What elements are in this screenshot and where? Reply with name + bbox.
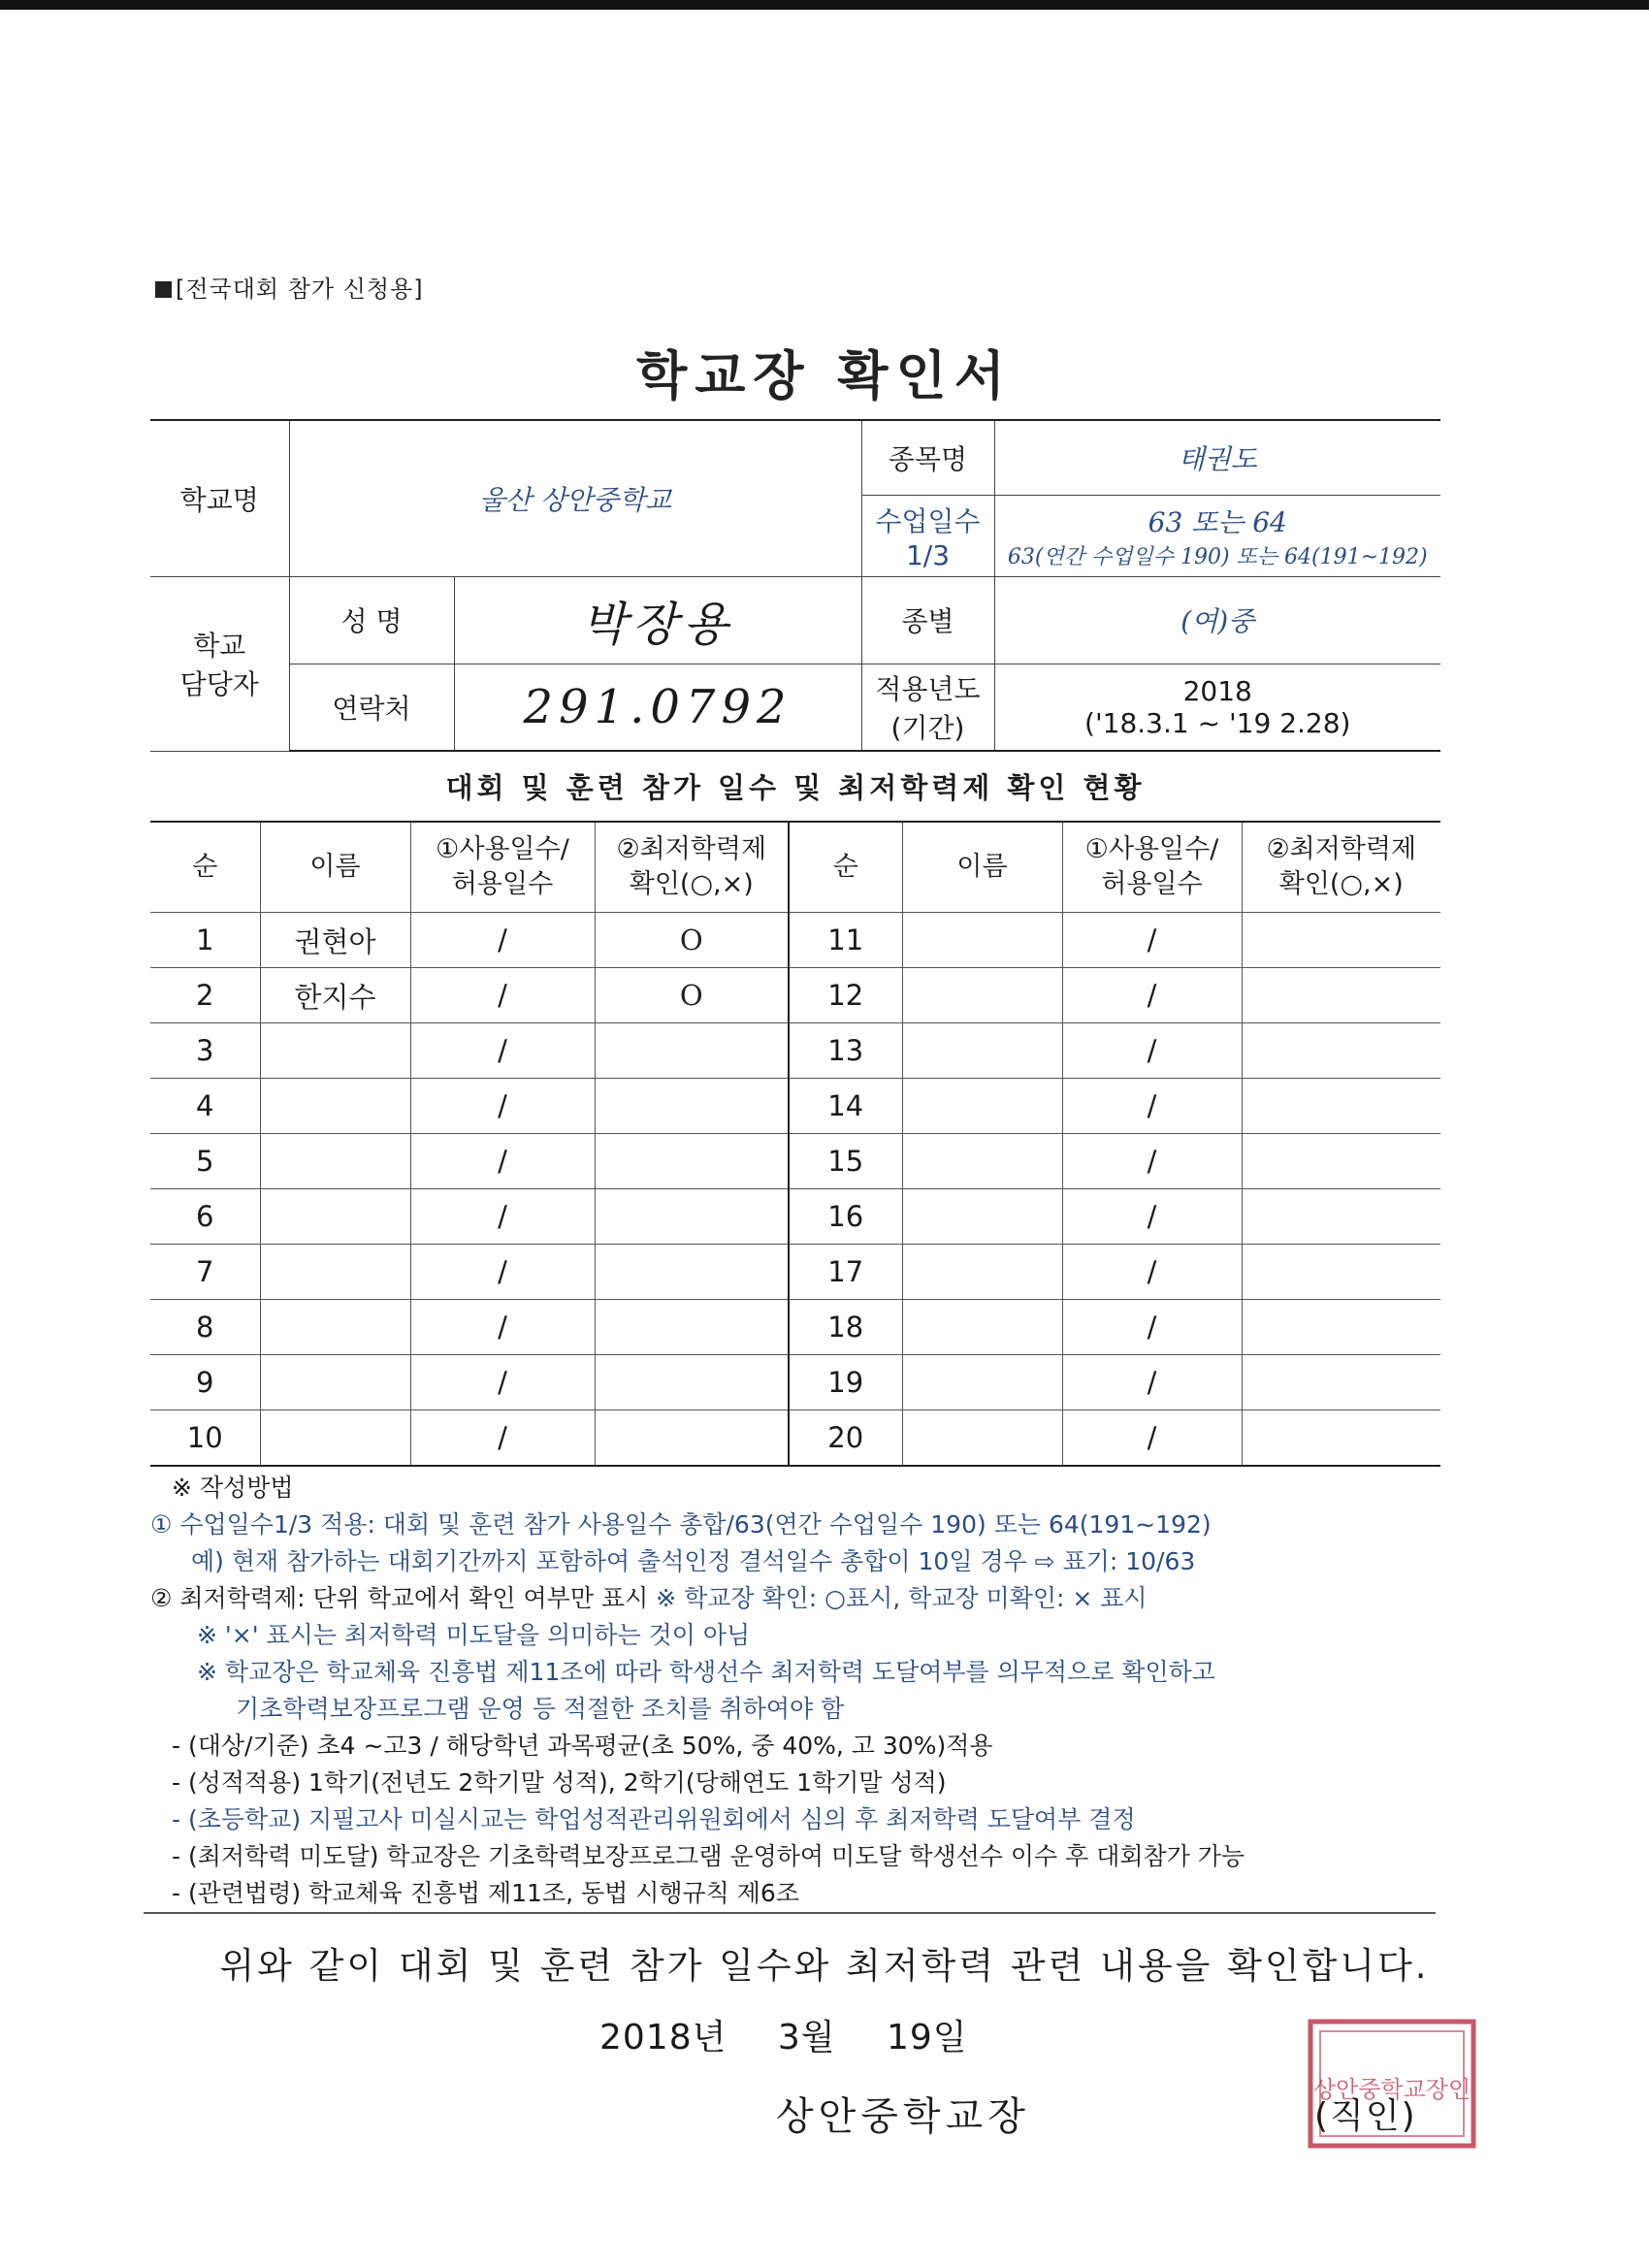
footer-divider (144, 1912, 1436, 1914)
col-no-left: 순 (150, 822, 260, 913)
type-label: 종별 (861, 576, 994, 664)
seal-label: (직인) (1314, 2096, 1417, 2136)
note-2: ② 최저학력제: 단위 학교에서 확인 여부만 표시 ※ 학교장 확인: ○표시, 학교장 미확인: × 표시 (150, 1584, 1148, 1612)
table-row: 8 / 18 / (150, 1300, 1440, 1355)
col-days-right: ①사용일수/ 허용일수 (1062, 822, 1242, 913)
year-label: 적용년도 (기간) (861, 664, 994, 751)
detail-1: - (대상/기준) 초4 ~고3 / 해당학년 과목평균(초 50%, 중 40%, 고 30%)적용 (172, 1732, 993, 1760)
col-no-right: 순 (789, 822, 902, 913)
detail-4: - (최저학력 미도달) 학교장은 기초학력보장프로그램 운영하여 미도달 학생선수 이수 후 대회참가 가능 (172, 1842, 1245, 1870)
col-name-left: 이름 (260, 822, 410, 913)
table-row: 5 / 15 / (150, 1134, 1440, 1189)
note-4b: 기초학력보장프로그램 운영 등 적절한 조치를 취하여야 함 (236, 1695, 845, 1723)
table-row: 1 권현아 / O 11 / (150, 913, 1440, 968)
event-value: 태권도 (994, 420, 1440, 495)
principal-name: 상안중학교장 (776, 2094, 1030, 2139)
table-row: 9 / 19 / (150, 1355, 1440, 1410)
table-header-row (150, 822, 1440, 913)
col-days-left: ①사용일수/ 허용일수 (410, 822, 595, 913)
col-check-left: ②최저학력제 확인(○,×) (595, 822, 789, 913)
type-value: (여)중 (994, 576, 1440, 664)
table-row: 6 / 16 / (150, 1189, 1440, 1245)
table-row: 2 한지수 / O 12 / (150, 968, 1440, 1023)
year-value: 2018 ('18.3.1 ~ '19 2.28) (994, 664, 1440, 751)
form-tag: [전국대회 참가 신청용] (155, 270, 424, 304)
contact-value: 291.0792 (454, 664, 861, 751)
manager-label: 학교 담당자 (150, 576, 289, 751)
confirmation-text: 위와 같이 대회 및 훈련 참가 일수와 최저학력 관련 내용을 확인합니다. (219, 1945, 1430, 1987)
col-check-right: ②최저학력제 확인(○,×) (1242, 822, 1440, 913)
note-1b: 예) 현재 참가하는 대회기간까지 포함하여 출석인정 결석일수 총합이 10일 경우 ⇨ 표기: 10/63 (191, 1547, 1196, 1575)
table-row: 10 / 20 / (150, 1410, 1440, 1467)
section-title: 대회 및 훈련 참가 일수 및 최저학력제 확인 현황 (445, 771, 1146, 804)
detail-3: - (초등학교) 지필고사 미실시교는 학업성적관리위원회에서 심의 후 최저학력 도달여부 결정 (172, 1805, 1136, 1833)
detail-2: - (성적적용) 1학기(전년도 2학기말 성적), 2학기(당해연도 1학기말 성적) (172, 1768, 947, 1797)
name-label: 성 명 (289, 576, 454, 664)
info-table (150, 419, 1440, 752)
square-bullet-icon (155, 281, 172, 298)
days-value: 63 또는 64 63(연간 수업일수 190) 또는 64(191~192) (994, 495, 1440, 576)
detail-5: - (관련법령) 학교체육 진흥법 제11조, 동법 시행규칙 제6조 (172, 1879, 799, 1907)
document-title: 학교장 확인서 (636, 345, 1013, 406)
name-value: 박장용 (454, 576, 861, 664)
notes-heading: ※ 작성방법 (172, 1474, 294, 1502)
note-4a: ※ 학교장은 학교체육 진흥법 제11조에 따라 학생선수 최저학력 도달여부를 의무적으로 확인하고 (197, 1658, 1215, 1686)
days-label: 수업일수 1/3 (861, 495, 994, 576)
school-value: 울산 상안중학교 (289, 420, 861, 576)
note-3: ※ '×' 표시는 최저학력 미도달을 의미하는 것이 아님 (197, 1621, 751, 1649)
table-row: 4 / 14 / (150, 1079, 1440, 1134)
event-label: 종목명 (861, 420, 994, 495)
instructions (150, 1470, 1450, 1912)
participation-table (150, 821, 1440, 1467)
school-label: 학교명 (150, 420, 289, 576)
scan-top-edge (0, 0, 1649, 10)
seal-text: 상안중학교장인 (1312, 2076, 1471, 2103)
contact-label: 연락처 (289, 664, 454, 751)
col-name-right: 이름 (902, 822, 1062, 913)
note-1a: ① 수업일수1/3 적용: 대회 및 훈련 참가 사용일수 총합/63(연간 수업일수 190) 또는 64(191~192) (150, 1510, 1212, 1539)
table-row: 7 / 17 / (150, 1245, 1440, 1300)
issue-date: 2018년 3월 19일 (599, 2018, 968, 2057)
table-row: 3 / 13 / (150, 1023, 1440, 1079)
